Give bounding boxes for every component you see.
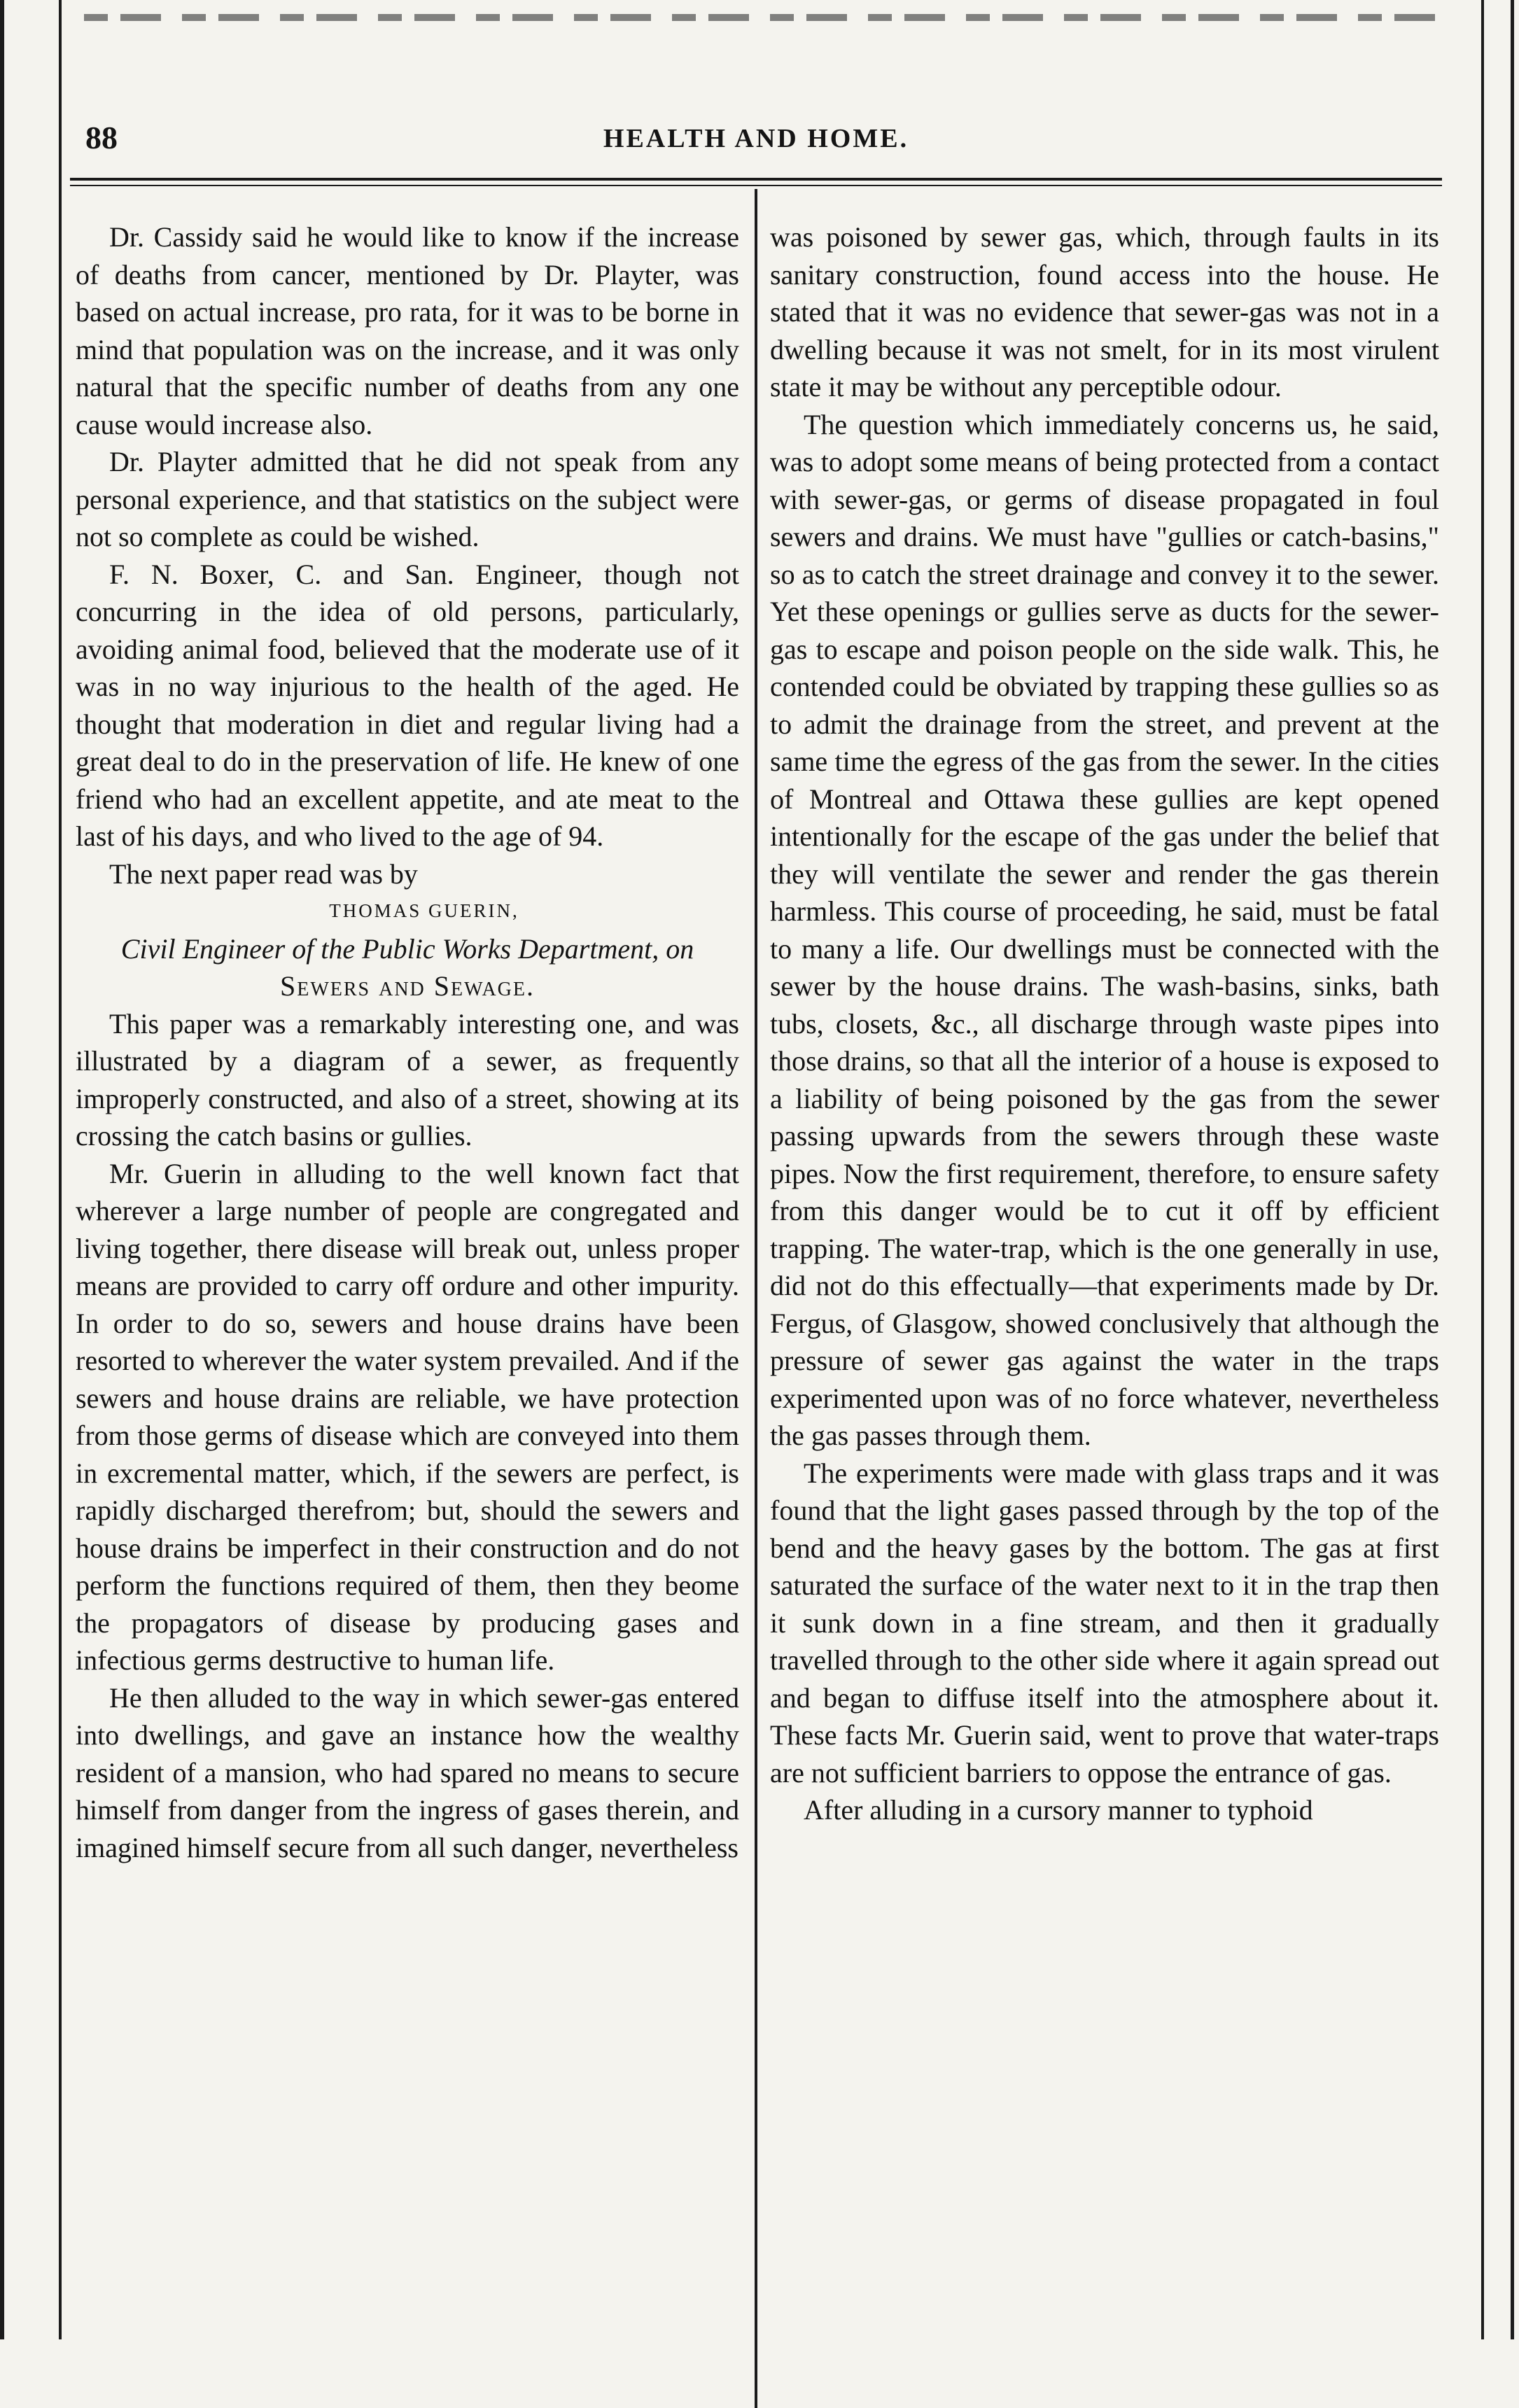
- paragraph: The question which immediately concerns us, he said, was to adopt some means of being protected from a contact with sewer-gas, or germs of disease propagated in foul sewers and drains. We must have "gullies or catch-basins," so as to catch the street drainage and convey it to the sewer. Yet these openings or gullies serve as ducts for the sewer-gas to escape and poison people on the side walk. This, he contended could be obviated by trapping these gullies so as to admit the drainage from the street, and prevent at the same time the egress of the gas from the sewer. In the cities of Montreal and Ottawa these gullies are kept opened intentionally for the escape of the gas under the belief that they will ventilate the sewer and render the gas therein harmless. This course of proceeding, he said, must be fatal to many a life. Our dwellings must be connected with the sewer by the house drains. The wash-basins, sinks, bath tubs, closets, &c., all discharge through waste pipes into those drains, so that all the interior of a house is exposed to a liability of being poisoned by the gas from the sewer passing upwards from the sewers through these waste pipes. Now the first requirement, therefore, to ensure safety from this danger would be to cut it off by efficient trapping. The water-trap, which is the one generally in use, did not do this effectually—that experiments made by Dr. Fergus, of Glasgow, showed conclusively that although the pressure of sewer gas against the water in the traps experimented upon was of no force whatever, nevertheless the gas passes through them.: [770, 408, 1439, 1451]
- paragraph: F. N. Boxer, C. and San. Engineer, though not concurring in the idea of old persons, particularly, avoiding animal food, believed that the moderate use of it was in no way injurious to the health of the aged. He thought that moderation in diet and regular living had a great deal to do in the preservation of life. He knew of one friend who had an excellent appetite, and ate meat to the last of his days, and who lived to the age of 94.: [76, 558, 739, 852]
- scan-top-smudge: [84, 14, 1435, 21]
- left-column: [76, 218, 739, 1866]
- page-number: 88: [85, 120, 118, 155]
- author-name: THOMAS GUERIN,: [329, 900, 519, 921]
- running-title: HEALTH AND HOME.: [603, 124, 909, 153]
- header-rule: [70, 178, 1442, 186]
- paragraph: Mr. Guerin in alluding to the well known fact that wherever a large number of people are congregated and living together, there disease will break out, unless proper means are provided to carry off ordure and other impurity. In order to do so, sewers and house drains have been resorted to wherever the water system prevailed. And if the sewers and house drains are reliable, we have protection from those germs of disease which are conveyed into them in excremental matter, which, if the sewers are perfect, is rapidly discharged therefrom; but, should the sewers and house drains be imperfect in their construction and do not perform the functions required of them, then they beome the propagators of disease by producing gases and infectious germs destructive to human life.: [76, 1157, 739, 1676]
- paragraph: The experiments were made with glass traps and it was found that the light gases passed through by the top of the bend and the heavy gases by the bottom. The gas at first saturated the surface of the water next to it in the trap then it sunk down in a fine stream, and then it gradually travelled through to the other side where it again spread out and began to diffuse itself into the atmosphere about it. These facts Mr. Guerin said, went to prove that water-traps are not sufficient barriers to oppose the entrance of gas.: [770, 1457, 1439, 1788]
- paragraph: was poisoned by sewer gas, which, through faults in its sanitary construction, found access into the house. He stated that it was no evidence that sewer-gas was not in a dwelling because it was not smelt, for in its most virulent state it may be without any perceptible odour.: [770, 221, 1439, 402]
- page-header: [70, 105, 1442, 168]
- page: [70, 105, 1442, 2331]
- scan-right-margin: [1477, 0, 1519, 2339]
- paragraph: After alluding in a cursory manner to typhoid: [804, 1794, 1313, 1826]
- paper-title: Sewers and Sewage.: [279, 970, 535, 1002]
- paragraph: Dr. Cassidy said he would like to know if the increase of deaths from cancer, mentioned by Dr. Playter, was based on actual increase, pro rata, for it was to be borne in mind that population was on the increase, and it was only natural that the specific number of deaths from any one cause would increase also.: [76, 221, 739, 440]
- column-divider: [755, 189, 757, 2408]
- paragraph: This paper was a remarkably interesting one, and was illustrated by a diagram of a sewer, as frequently improperly constructed, and also of a street, showing at its crossing the catch basins or gullies.: [76, 1007, 739, 1152]
- paragraph: Dr. Playter admitted that he did not speak from any personal experience, and that statistics on the subject were not so complete as could be wished.: [76, 446, 739, 552]
- right-column: [770, 218, 1439, 1829]
- author-affiliation: Civil Engineer of the Public Works Department, on: [120, 932, 694, 965]
- paragraph: He then alluded to the way in which sewer-gas entered into dwellings, and gave an instance how the wealthy resident of a mansion, who had spared no means to secure himself from danger from the ingress of gases therein, and imagined himself secure from all such danger, nevertheless: [76, 1681, 739, 1863]
- scan-left-margin: [0, 0, 64, 2339]
- paragraph: The next paper read was by: [109, 858, 418, 890]
